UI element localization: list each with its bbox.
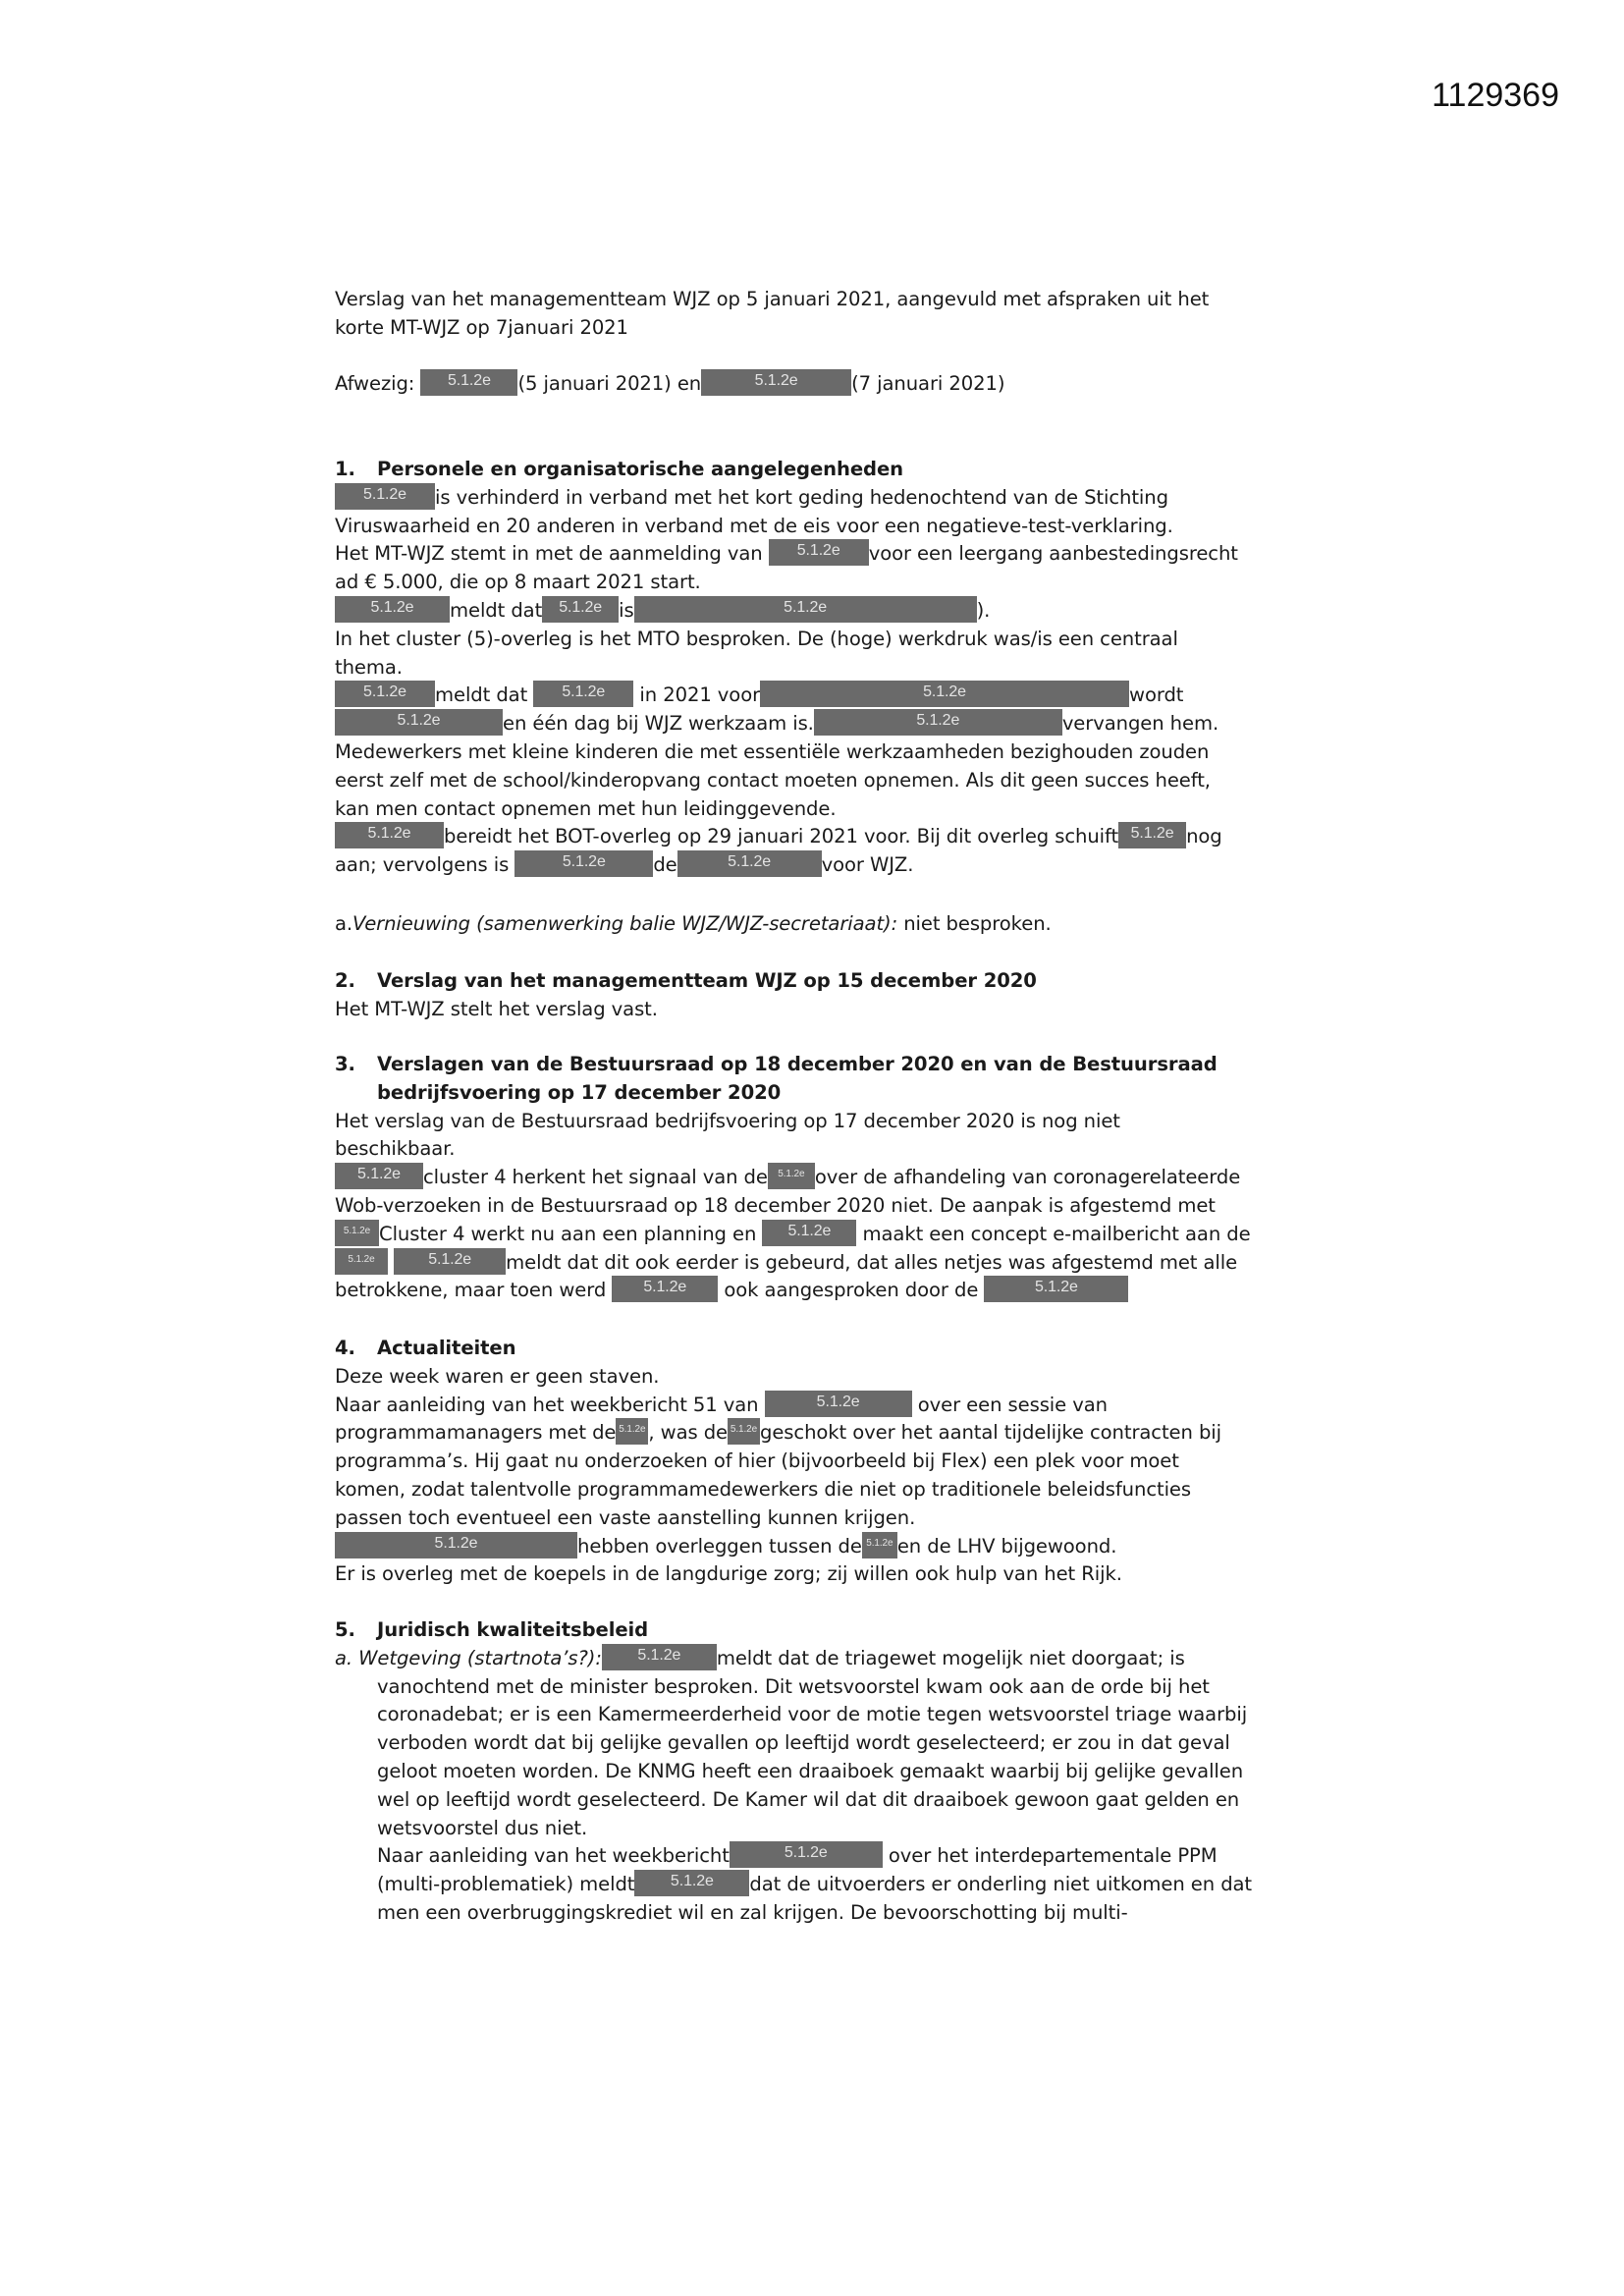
- text-segment: is verhinderd in verband met het kort geding hedenochtend van de Stichting: [435, 485, 1168, 509]
- redaction-box: 5.1.2e: [762, 1220, 856, 1246]
- text-line: [335, 1729, 1252, 1758]
- text-line: [335, 484, 1238, 513]
- text-line: [335, 597, 1238, 626]
- redaction-box: 5.1.2e: [616, 1418, 648, 1445]
- text-segment: komen, zodat talentvolle programmamedewerkers die niet op traditionele beleidsfuncties: [335, 1477, 1191, 1501]
- text-line: [335, 513, 1238, 541]
- text-segment: Deze week waren er geen staven.: [335, 1364, 660, 1388]
- text-segment: voor een leergang aanbestedingsrecht: [868, 542, 1238, 566]
- italic-label: a. Wetgeving (startnota’s?):: [335, 1646, 602, 1669]
- text-segment: over de afhandeling van coronagerelateerde: [814, 1166, 1241, 1189]
- text-line: [335, 1249, 1251, 1278]
- text-segment: Cluster 4 werkt nu aan een planning en: [379, 1222, 763, 1245]
- redaction-box: 5.1.2e: [335, 1163, 423, 1189]
- redaction-box: 5.1.2e: [533, 681, 633, 707]
- block-section-3: [335, 1051, 1251, 1305]
- text-segment: Afwezig:: [335, 372, 421, 395]
- text-line: [335, 1673, 1252, 1702]
- text-line: [335, 1701, 1252, 1729]
- block-section-5: [335, 1616, 1252, 1928]
- text-line: [335, 710, 1238, 738]
- section-heading: [335, 967, 1037, 996]
- text-line: [335, 1448, 1221, 1476]
- section-number: 2.: [335, 969, 355, 992]
- text-segment: meldt dat: [450, 598, 543, 622]
- text-segment: en de LHV bijgewoond.: [896, 1534, 1117, 1558]
- text-segment: en één dag bij WJZ werkzaam is.: [503, 712, 814, 736]
- redaction-box: 5.1.2e: [768, 1163, 815, 1189]
- redaction-box: 5.1.2e: [335, 681, 435, 707]
- redaction-box: 5.1.2e: [701, 369, 851, 396]
- text-segment: Medewerkers met kleine kinderen die met essentiële werkzaamheden bezighouden zouden: [335, 739, 1210, 763]
- text-line: [335, 1560, 1221, 1589]
- text-segment: meldt dat dit ook eerder is gebeurd, dat alles netjes was afgestemd met alle: [506, 1250, 1238, 1274]
- redaction-box: 5.1.2e: [602, 1644, 717, 1670]
- text-segment: Het MT-WJZ stemt in met de aanmelding van: [335, 542, 769, 566]
- text-segment: Verslagen van de Bestuursraad op 18 december 2020 en van de Bestuursraad: [377, 1053, 1218, 1075]
- text-line: [335, 1758, 1252, 1786]
- text-segment: ook aangesproken door de: [718, 1279, 985, 1302]
- text-line: [335, 1786, 1252, 1815]
- text-segment: eerst zelf met de school/kinderopvang contact moeten opnemen. Als dit geen succes heeft,: [335, 768, 1211, 792]
- redaction-box: 5.1.2e: [730, 1841, 883, 1868]
- text-segment: Er is overleg met de koepels in de langdurige zorg; zij willen ook hulp van het Rijk.: [335, 1562, 1122, 1586]
- redaction-box: 5.1.2e: [634, 596, 977, 623]
- block-section-2: [335, 967, 1037, 1024]
- text-line: [335, 1476, 1221, 1504]
- redaction-box: 5.1.2e: [542, 596, 619, 623]
- block-section-4: [335, 1335, 1221, 1589]
- text-segment: wetsvoorstel dus niet.: [377, 1816, 588, 1839]
- redaction-box: 5.1.2e: [335, 1532, 577, 1558]
- text-line: [335, 1645, 1252, 1673]
- text-segment: , was de: [648, 1421, 729, 1445]
- text-segment: vanochtend met de minister besproken. Dit wetsvoorstel kwam ook aan de orde bij het: [377, 1674, 1210, 1698]
- text-segment: beschikbaar.: [335, 1137, 456, 1161]
- text-segment: maakt een concept e-mailbericht aan de: [856, 1222, 1251, 1245]
- text-segment: Viruswaarheid en 20 anderen in verband met de eis voor een negatieve-test-verklaring.: [335, 514, 1173, 537]
- redaction-box: 5.1.2e: [769, 539, 869, 566]
- text-line: [335, 996, 1037, 1024]
- text-segment: hebben overleggen tussen de: [577, 1534, 862, 1558]
- text-segment: bedrijfsvoering op 17 december 2020: [377, 1080, 782, 1104]
- text-segment: men een overbruggingskrediet wil en zal krijgen. De bevoorschotting bij multi-: [377, 1900, 1128, 1924]
- text-segment: (7 januari 2021): [851, 372, 1005, 395]
- text-line: [335, 286, 1209, 314]
- text-segment: korte MT-WJZ op 7januari 2021: [335, 315, 628, 339]
- text-segment: in 2021 voor: [633, 683, 761, 707]
- text-line: [335, 1392, 1221, 1420]
- text-line: [335, 1871, 1252, 1899]
- text-segment: passen toch eventueel een vaste aanstelling kunnen krijgen.: [335, 1505, 916, 1529]
- section-number: 5.: [335, 1618, 355, 1641]
- section-number: 1.: [335, 458, 355, 480]
- text-line: [335, 682, 1238, 710]
- text-line: [335, 569, 1238, 597]
- text-segment: meldt dat: [435, 683, 534, 707]
- redaction-box: 5.1.2e: [335, 1248, 388, 1275]
- section-heading: [335, 1616, 1252, 1645]
- redaction-box: 5.1.2e: [335, 596, 450, 623]
- text-segment: Verslag van het managementteam WJZ op 5 januari 2021, aangevuld met afspraken uit het: [335, 288, 1210, 310]
- text-segment: bereidt het BOT-overleg op 29 januari 2021 voor. Bij dit overleg schuift: [444, 825, 1119, 848]
- text-line: [335, 626, 1238, 654]
- text-segment: Naar aanleiding van het weekbericht 51 van: [335, 1393, 765, 1416]
- redaction-box: 5.1.2e: [760, 681, 1129, 707]
- text-line: [335, 1815, 1252, 1843]
- redaction-box: 5.1.2e: [728, 1418, 760, 1445]
- text-line: [335, 1079, 1251, 1108]
- text-segment: Het verslag van de Bestuursraad bedrijfsvoering op 17 december 2020 is nog niet: [335, 1109, 1120, 1132]
- text-segment: betrokkene, maar toen werd: [335, 1279, 613, 1302]
- text-segment: cluster 4 herkent het signaal van de: [423, 1166, 768, 1189]
- text-line: [335, 1135, 1251, 1164]
- text-segment: verboden wordt dat bij gelijke gevallen op leeftijd wordt geselecteerd; er zou in dat geval: [377, 1731, 1230, 1755]
- text-segment: vervangen hem.: [1061, 712, 1219, 736]
- text-segment: meldt dat de triagewet mogelijk niet doorgaat; is: [716, 1646, 1185, 1669]
- text-line: [335, 1533, 1221, 1561]
- text-line: [335, 314, 1209, 343]
- text-line: [335, 1108, 1251, 1136]
- section-number: 4.: [335, 1337, 355, 1359]
- text-segment: programma’s. Hij gaat nu onderzoeken of hier (bijvoorbeeld bij Flex) een plek voor moet: [335, 1449, 1179, 1473]
- text-segment: thema.: [335, 655, 403, 679]
- text-line: [335, 1899, 1252, 1928]
- text-segment: a.: [335, 912, 353, 935]
- redaction-box: 5.1.2e: [394, 1248, 506, 1275]
- text-line: [335, 1164, 1251, 1192]
- redaction-box: 5.1.2e: [1118, 822, 1186, 848]
- section-heading: [335, 1051, 1251, 1079]
- text-line: [335, 1363, 1221, 1392]
- text-segment: Juridisch kwaliteitsbeleid: [377, 1618, 649, 1641]
- text-line: [335, 823, 1238, 851]
- text-segment: Actualiteiten: [377, 1337, 516, 1359]
- redaction-box: 5.1.2e: [335, 822, 444, 848]
- text-segment: kan men contact opnemen met hun leidinggevende.: [335, 796, 837, 820]
- redaction-box: 5.1.2e: [420, 369, 517, 396]
- text-segment: over een sessie van: [911, 1393, 1108, 1416]
- redaction-box: 5.1.2e: [862, 1532, 897, 1558]
- text-line: [335, 851, 1238, 880]
- text-segment: de: [653, 853, 677, 877]
- redaction-box: 5.1.2e: [335, 1220, 379, 1246]
- redaction-box: 5.1.2e: [514, 850, 653, 877]
- text-segment: niet besproken.: [897, 912, 1052, 935]
- text-line: [335, 370, 1004, 399]
- text-segment: over het interdepartementale PPM: [882, 1844, 1218, 1868]
- block-section-1a: [335, 910, 1052, 939]
- document-number: 1129369: [1432, 77, 1559, 114]
- text-line: [335, 1221, 1251, 1249]
- text-line: [335, 767, 1238, 795]
- text-segment: geschokt over het aantal tijdelijke contracten bij: [760, 1421, 1221, 1445]
- text-segment: ad € 5.000, die op 8 maart 2021 start.: [335, 571, 701, 594]
- text-segment: Personele en organisatorische aangelegenheden: [377, 458, 904, 480]
- text-segment: dat de uitvoerders er onderling niet uitkomen en dat: [749, 1873, 1253, 1896]
- text-segment: Het MT-WJZ stelt het verslag vast.: [335, 997, 658, 1020]
- text-line: [335, 654, 1238, 683]
- text-segment: In het cluster (5)-overleg is het MTO besproken. De (hoge) werkdruk was/is een centraal: [335, 627, 1178, 650]
- redaction-box: 5.1.2e: [984, 1276, 1128, 1302]
- text-line: [335, 1419, 1221, 1448]
- text-line: [335, 1504, 1221, 1533]
- text-line: [335, 738, 1238, 767]
- text-line: [335, 1192, 1251, 1221]
- text-line: [335, 540, 1238, 569]
- section-number: 3.: [335, 1053, 355, 1075]
- text-segment: nog: [1186, 825, 1222, 848]
- text-line: [335, 1842, 1252, 1871]
- redaction-box: 5.1.2e: [335, 483, 435, 510]
- text-segment: (multi-problematiek) meldt: [377, 1873, 635, 1896]
- section-heading: [335, 1335, 1221, 1363]
- text-segment: ).: [976, 598, 991, 622]
- text-line: [335, 795, 1238, 824]
- text-segment: voor WJZ.: [821, 853, 914, 877]
- text-segment: wordt: [1129, 683, 1184, 707]
- text-segment: geloot moeten worden. De KNMG heeft een draaiboek gemaakt waarbij bij gelijke gevallen: [377, 1759, 1244, 1782]
- text-segment: is: [619, 598, 634, 622]
- redaction-box: 5.1.2e: [677, 850, 822, 877]
- text-segment: Naar aanleiding van het weekbericht: [377, 1844, 730, 1868]
- section-heading: [335, 456, 1238, 484]
- block-absent: [335, 370, 1004, 399]
- block-section-1: [335, 456, 1238, 880]
- italic-label: Vernieuwing (samenwerking balie WJZ/WJZ-secretariaat):: [352, 912, 898, 935]
- text-segment: Verslag van het managementteam WJZ op 15 december 2020: [377, 969, 1037, 992]
- text-segment: coronadebat; er is een Kamermeerderheid voor de motie tegen wetsvoorstel triage waarbij: [377, 1703, 1248, 1726]
- text-segment: Wob-verzoeken in de Bestuursraad op 18 december 2020 niet. De aanpak is afgestemd met: [335, 1193, 1216, 1217]
- text-line: [335, 910, 1052, 939]
- text-segment: programmamanagers met de: [335, 1421, 617, 1445]
- text-segment: wel op leeftijd wordt geselecteerd. De Kamer wil dat dit draaiboek gewoon gaat gelden en: [377, 1787, 1240, 1811]
- text-segment: (5 januari 2021) en: [517, 372, 702, 395]
- text-line: [335, 1277, 1251, 1305]
- block-title: [335, 286, 1209, 343]
- text-segment: aan; vervolgens is: [335, 853, 515, 877]
- redaction-box: 5.1.2e: [335, 709, 503, 736]
- redaction-box: 5.1.2e: [814, 709, 1062, 736]
- redaction-box: 5.1.2e: [634, 1870, 749, 1896]
- redaction-box: 5.1.2e: [612, 1276, 718, 1302]
- redaction-box: 5.1.2e: [765, 1391, 912, 1417]
